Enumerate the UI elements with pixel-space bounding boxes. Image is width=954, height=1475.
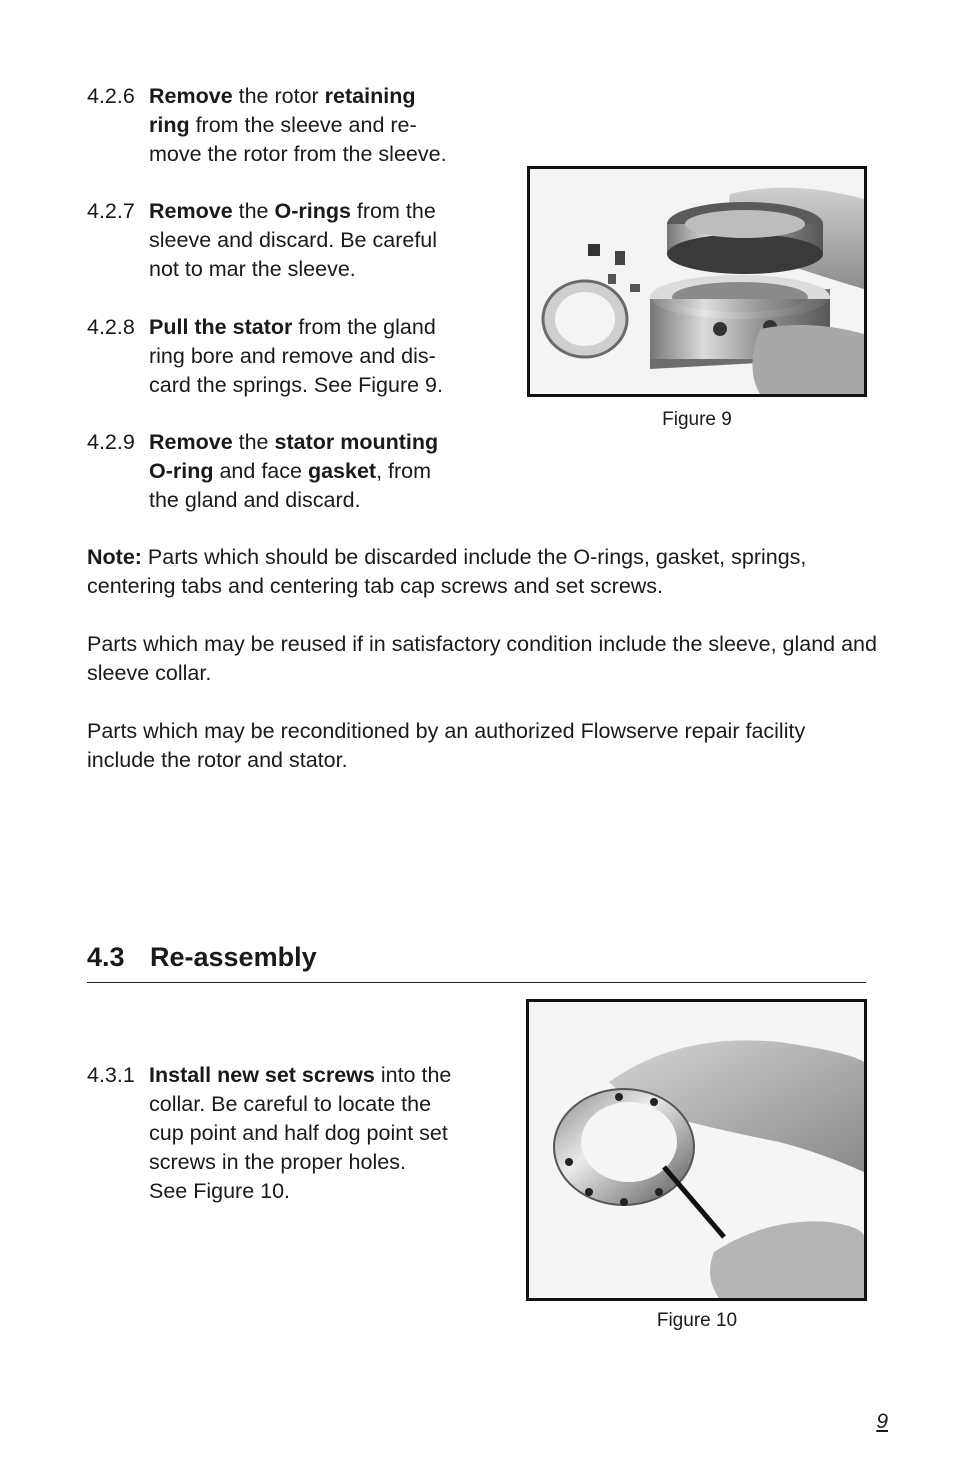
step-line: ring bore and remove and dis- — [149, 344, 436, 368]
step-line — [149, 82, 507, 111]
step-text: , from — [376, 459, 432, 483]
step-number: 4.3.1 — [87, 1063, 135, 1087]
step-text: the — [232, 430, 275, 454]
step-line: See Figure 10. — [149, 1179, 291, 1203]
step-number: 4.2.7 — [87, 199, 135, 223]
step-text: from the gland — [292, 315, 436, 339]
figure-10-image — [529, 1002, 864, 1298]
step-line: not to mar the sleeve. — [149, 257, 356, 281]
note-text: Parts which should be discarded include the O-rings, gasket, springs, centering tabs and centering tab cap screws and set screws. — [87, 545, 807, 598]
recondition-paragraph: Parts which may be reconditioned by an authorized Flowserve repair facility include the rotor and stator. — [87, 719, 806, 772]
section-number: 4.3 — [87, 942, 125, 972]
step-text: and face — [213, 459, 308, 483]
step-number: 4.2.9 — [87, 430, 135, 454]
bold-term: Remove — [149, 199, 233, 223]
figure-9-image — [530, 169, 864, 394]
step-number: 4.2.6 — [87, 84, 135, 108]
bold-term: retaining — [324, 84, 416, 108]
section-divider — [87, 982, 866, 983]
step-line — [149, 197, 507, 226]
step-4-2-6 — [87, 82, 507, 169]
bold-term: stator mounting — [274, 430, 439, 454]
step-line — [149, 457, 507, 486]
figure-9-photo — [527, 166, 867, 397]
bold-term: O-ring — [149, 459, 214, 483]
step-text: the — [232, 199, 275, 223]
step-4-2-7 — [87, 197, 507, 284]
bold-term: Install new set screws — [149, 1063, 375, 1087]
step-line — [149, 1061, 527, 1090]
step-line: cup point and half dog point set — [149, 1121, 448, 1145]
reuse-paragraph: Parts which may be reused if in satisfactory condition include the sleeve, gland and sleeve collar. — [87, 632, 877, 685]
bold-term: Pull the stator — [149, 315, 293, 339]
note-label: Note: — [87, 545, 142, 569]
figure-10-caption: Figure 10 — [656, 1310, 738, 1331]
step-4-2-9 — [87, 428, 507, 515]
step-number: 4.2.8 — [87, 315, 135, 339]
bold-term: gasket — [307, 459, 377, 483]
section-title: Re-assembly — [150, 942, 317, 972]
step-text: into the — [374, 1063, 452, 1087]
step-line — [149, 313, 507, 342]
step-line — [149, 428, 507, 457]
step-line: collar. Be careful to locate the — [149, 1092, 432, 1116]
step-text: from the sleeve and re- — [189, 113, 417, 137]
section-heading — [87, 940, 317, 974]
step-4-3-1 — [87, 1061, 527, 1206]
bold-term: Remove — [149, 84, 233, 108]
figure-9-caption: Figure 9 — [662, 409, 732, 430]
bold-term: O-rings — [274, 199, 351, 223]
step-line — [149, 111, 507, 140]
step-text: from the — [350, 199, 436, 223]
step-line: screws in the proper holes. — [149, 1150, 406, 1174]
step-4-2-8 — [87, 313, 507, 400]
page-number: 9 — [876, 1410, 888, 1433]
step-line: sleeve and discard. Be careful — [149, 228, 438, 252]
note-paragraph — [87, 543, 877, 601]
step-text: the rotor — [232, 84, 325, 108]
step-line: move the rotor from the sleeve. — [149, 142, 447, 166]
figure-10-photo — [526, 999, 867, 1301]
step-line: the gland and discard. — [149, 488, 361, 512]
step-line: card the springs. See Figure 9. — [149, 373, 443, 397]
bold-term: ring — [149, 113, 190, 137]
bold-term: Remove — [149, 430, 233, 454]
